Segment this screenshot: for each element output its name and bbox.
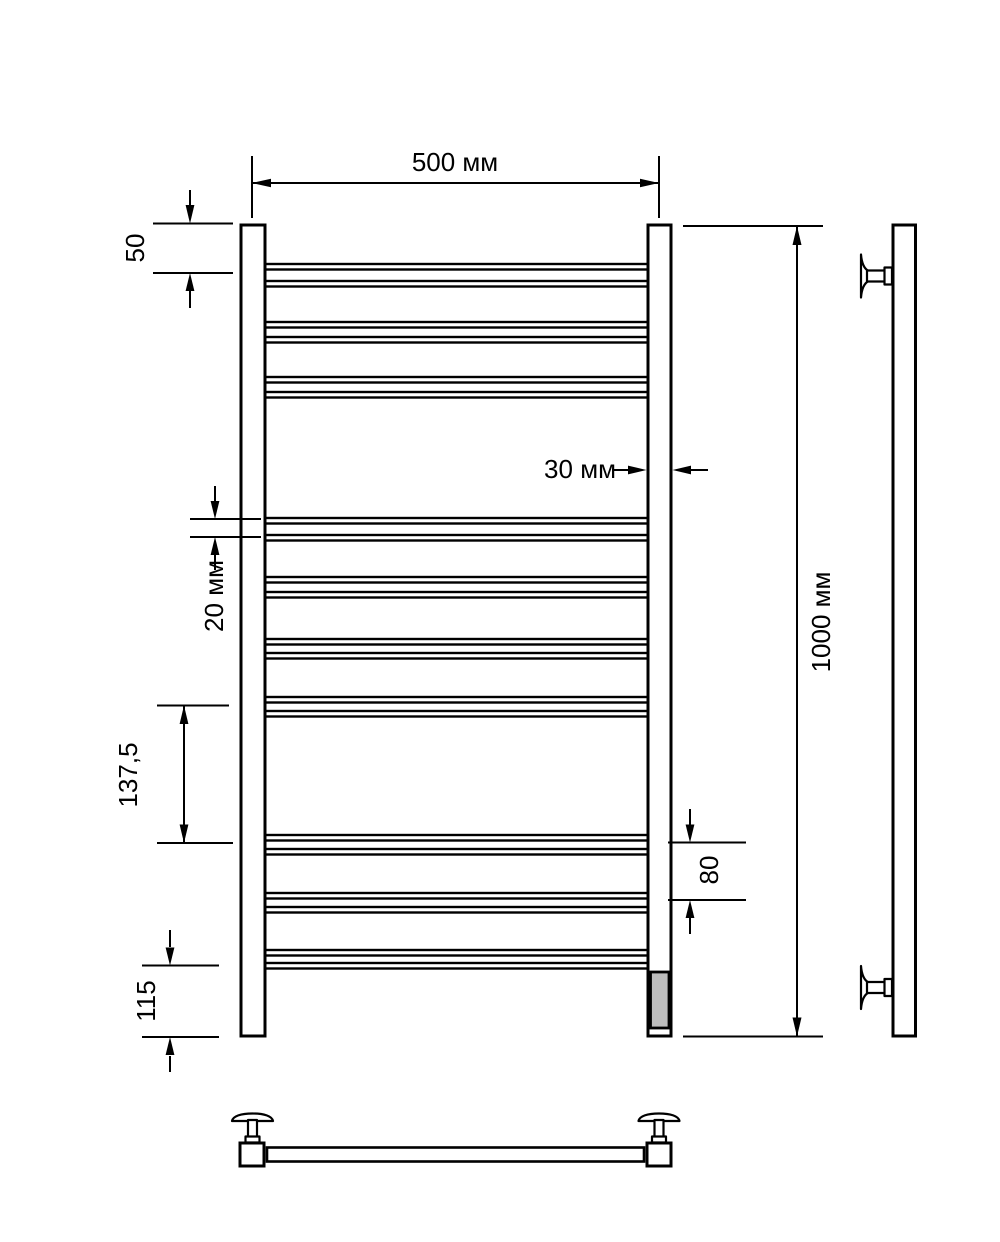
dim-label-width: 500 мм [411,147,499,177]
dim-label-bottom-offset: 115 [131,980,161,1022]
arrowhead-left [252,179,271,188]
rung [264,577,648,583]
arrowhead-up [186,273,195,291]
rung [264,264,648,270]
bottom-block-left [240,1143,264,1166]
rung [264,518,648,524]
rung [264,711,648,717]
dim-label-height: 1000 мм [806,571,836,673]
wall-bracket-bottom [861,966,892,1009]
rung [264,322,648,328]
rung [264,963,648,969]
bracket-stem [867,271,885,282]
rung [264,893,648,899]
arrowhead-down [186,205,195,224]
bottom-bar [267,1148,644,1162]
rung [264,592,648,598]
heating-element [651,972,670,1028]
arrowhead-left [673,466,692,475]
right-tube [648,225,671,1036]
arrowhead-down [180,825,189,844]
side-view [861,225,916,1036]
arrowhead-down [686,825,695,843]
dim-label-section-gap: 137,5 [113,742,143,808]
arrowhead-up [793,226,802,245]
dim-top-offset-50 [153,190,233,308]
arrowhead-up [211,537,220,555]
dim-label-top-offset: 50 [120,233,150,263]
bottom-bracket-left [232,1114,273,1143]
rung [264,653,648,659]
rung [264,535,648,541]
rung [264,907,648,913]
arrowhead-up [166,1037,175,1055]
arrowhead-down [166,948,175,966]
dim-label-rung-gap: 20 мм [199,560,229,632]
rung [264,849,648,855]
bottom-bracket-right [639,1114,680,1143]
rung [264,281,648,287]
arrowhead-up [686,900,695,918]
wall-bracket-top [861,255,892,298]
dim-label-lower-gap: 80 [694,855,724,885]
rung [264,377,648,383]
rung [264,337,648,343]
left-tube [241,225,265,1036]
rung [264,950,648,956]
arrowhead-right [640,179,659,188]
front-view [241,225,671,1036]
dim-section-137-5 [157,706,233,844]
bracket-collar [885,979,893,996]
rungs [264,264,648,969]
arrowhead-right [628,466,647,475]
bottom-block-right [647,1143,671,1166]
arrowhead-down [793,1018,802,1037]
bracket-stem [867,982,885,993]
arrowhead-up [180,706,189,725]
rung [264,392,648,398]
dim-height-1000 [683,226,823,1037]
side-tube [893,225,916,1036]
arrowhead-down [211,501,220,519]
rung [264,639,648,645]
rung [264,697,648,703]
bottom-view [232,1114,680,1167]
bracket-collar [885,268,893,285]
dim-label-tube-diameter: 30 мм [544,454,616,484]
rung [264,835,648,841]
